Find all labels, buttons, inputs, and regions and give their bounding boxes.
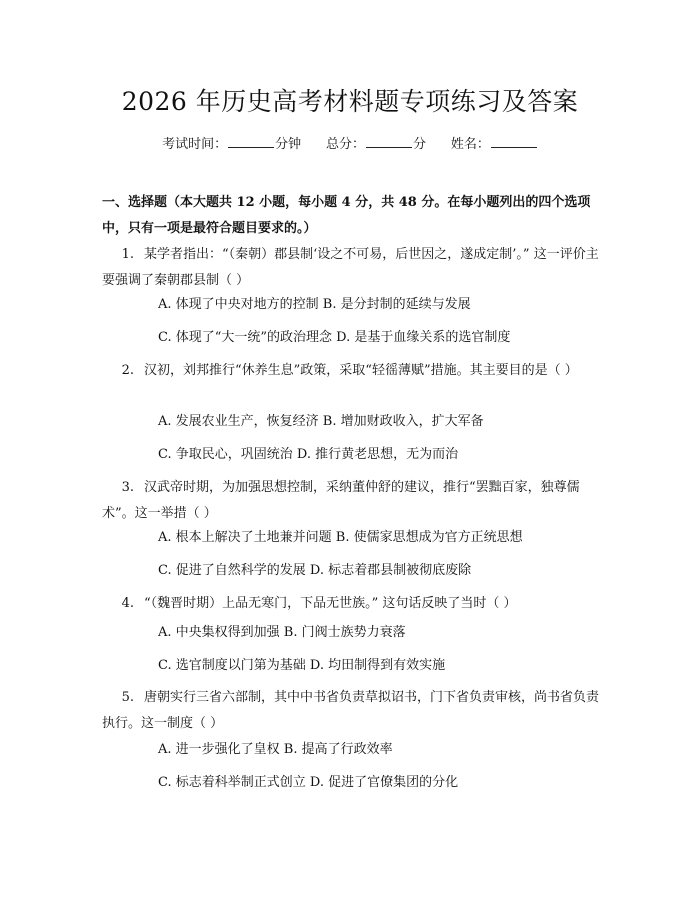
question-4-options-cd: C. 选官制度以门第为基础 D. 均田制得到有效实施	[158, 658, 446, 673]
time-blank[interactable]	[228, 137, 274, 148]
time-label: 考试时间：	[162, 137, 228, 152]
time-unit: 分钟	[275, 137, 302, 152]
name-label: 姓名：	[450, 137, 490, 152]
section-heading: 一、选择题（本大题共 12 小题，每小题 4 分，共 48 分。在每小题列出的四个选项中，只有一项是最符合题目要求的。）	[102, 195, 591, 236]
question-4	[102, 591, 602, 617]
exam-info-line	[0, 133, 700, 152]
question-number: 1.	[121, 247, 134, 262]
question-4-options-ab: A. 中央集权得到加强 B. 门阀士族势力衰落	[158, 625, 406, 640]
question-text: 汉初，刘邦推行“休养生息”政策，采取“轻徭薄赋”措施。其主要目的是（ ）	[144, 363, 578, 378]
question-text: 某学者指出：“（秦朝）郡县制‘设之不可易，后世因之，遂成定制’。” 这一评价主要强调了秦朝郡县制（ ）	[102, 247, 599, 288]
question-number: 4.	[121, 596, 134, 611]
question-5-options-cd: C. 标志着科举制正式创立 D. 促进了官僚集团的分化	[158, 775, 459, 790]
score-unit: 分	[413, 137, 427, 152]
question-3-options-ab: A. 根本上解决了土地兼并问题 B. 使儒家思想成为官方正统思想	[158, 530, 523, 545]
page-title: 2026 年历史高考材料题专项练习及答案	[121, 87, 579, 116]
question-text: 汉武帝时期，为加强思想控制，采纳董仲舒的建议，推行“罢黜百家，独尊儒术”。这一举措（ ）	[102, 480, 580, 521]
question-3	[102, 475, 602, 527]
score-blank[interactable]	[366, 137, 412, 148]
score-label: 总分：	[325, 137, 365, 152]
question-2	[102, 358, 602, 384]
question-text: 唐朝实行三省六部制，其中中书省负责草拟诏书，门下省负责审核，尚书省负责执行。这一制度（ ）	[102, 690, 600, 731]
question-2-options-ab: A. 发展农业生产，恢复经济 B. 增加财政收入，扩大军备	[158, 414, 484, 429]
question-1	[102, 242, 602, 294]
question-5-options-ab: A. 进一步强化了皇权 B. 提高了行政效率	[158, 742, 393, 757]
question-1-options-cd: C. 体现了“大一统”的政治理念 D. 是基于血缘关系的选官制度	[158, 330, 511, 345]
question-2-options-cd: C. 争取民心，巩固统治 D. 推行黄老思想，无为而治	[158, 447, 459, 462]
question-number: 5.	[121, 690, 134, 705]
question-text: “（魏晋时期）上品无寒门，下品无世族。” 这句话反映了当时（ ）	[144, 596, 517, 611]
question-3-options-cd: C. 促进了自然科学的发展 D. 标志着郡县制被彻底废除	[158, 563, 472, 578]
question-1-options-ab: A. 体现了中央对地方的控制 B. 是分封制的延续与发展	[158, 297, 471, 312]
question-5	[102, 685, 602, 737]
question-number: 3.	[121, 480, 134, 495]
question-number: 2.	[121, 363, 134, 378]
name-blank[interactable]	[491, 137, 537, 148]
